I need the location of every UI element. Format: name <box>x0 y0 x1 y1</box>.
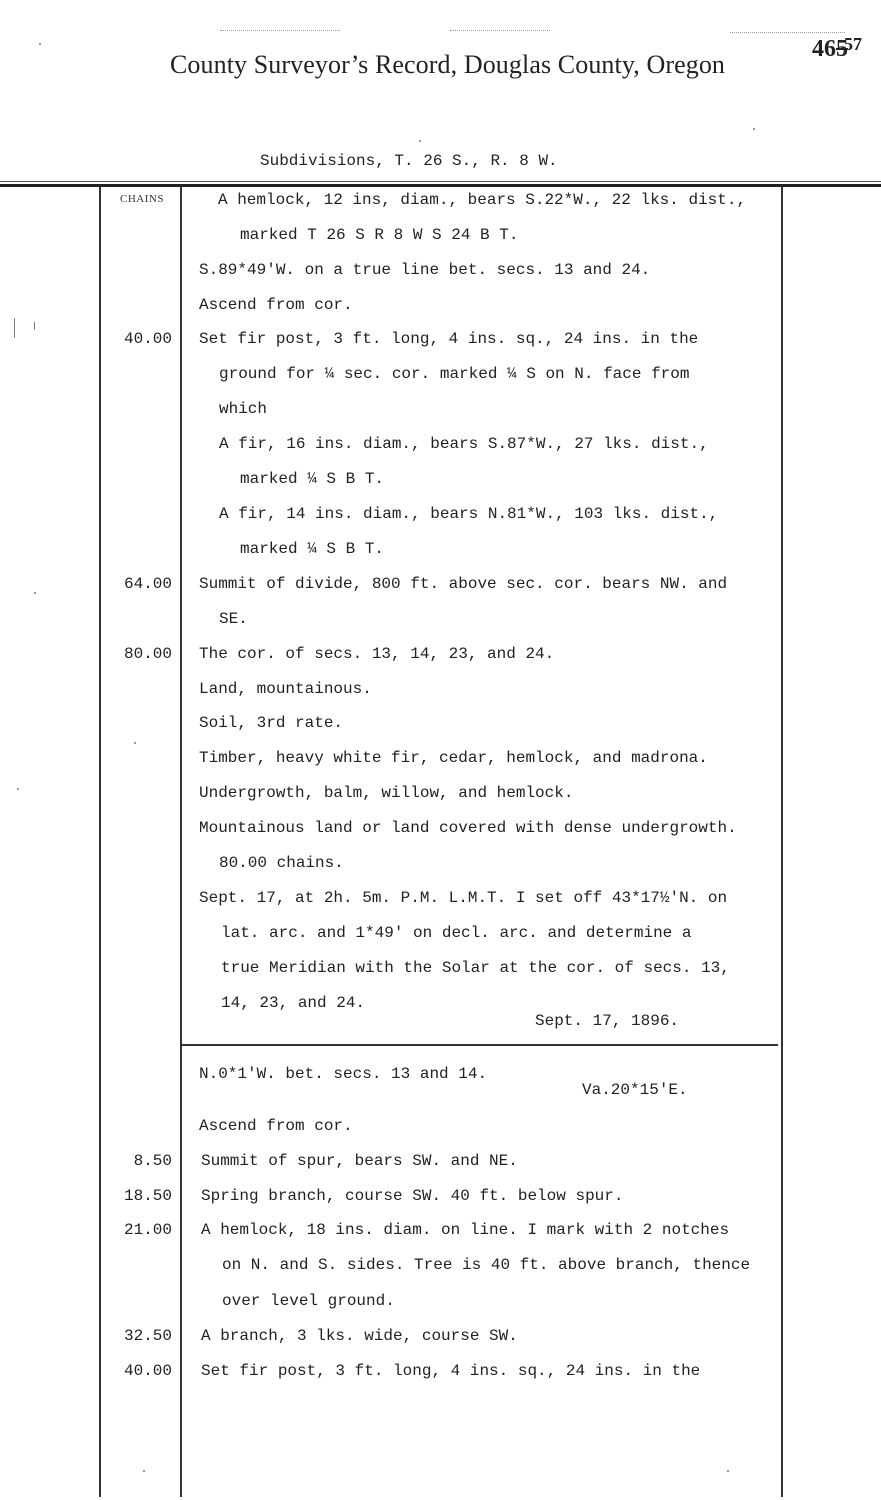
chains-column-header: CHAINS <box>120 193 164 205</box>
chain-value: 64.00 <box>123 575 172 593</box>
chain-value: 8.50 <box>133 1152 172 1170</box>
entry-line: Ascend from cor. <box>199 1117 353 1135</box>
entry-line: Ascend from cor. <box>199 296 353 314</box>
page-number-correction: 57 <box>844 34 862 54</box>
variation-note: Va.20*15'E. <box>582 1081 688 1099</box>
page-number-struck-digit: 5 <box>836 36 848 62</box>
header-rule-thick <box>0 184 881 187</box>
page-number-prefix: 46 <box>812 36 836 62</box>
chain-value: 40.00 <box>123 330 172 348</box>
entry-line: Undergrowth, balm, willow, and hemlock. <box>199 784 574 802</box>
scan-speck <box>34 322 35 330</box>
entry-line: Mountainous land or land covered with dense undergrowth. <box>199 819 737 837</box>
entry-line: true Meridian with the Solar at the cor. of secs. 13, <box>221 959 730 977</box>
entry-line: A branch, 3 lks. wide, course SW. <box>201 1327 518 1345</box>
entry-line: Timber, heavy white fir, cedar, hemlock, and madrona. <box>199 749 708 767</box>
top-faint-rule-mid <box>450 30 550 32</box>
page-title: County Surveyor’s Record, Douglas County, Oregon <box>169 50 726 79</box>
entry-line: A fir, 16 ins. diam., bears S.87*W., 27 lks. dist., <box>219 435 709 453</box>
entry-line: Soil, 3rd rate. <box>199 714 344 732</box>
entry-line: marked ¼ S B T. <box>240 540 385 558</box>
section-divider-line <box>180 1044 778 1046</box>
chain-value: 32.50 <box>123 1327 172 1345</box>
entry-line: The cor. of secs. 13, 14, 23, and 24. <box>199 645 555 663</box>
entry-date: Sept. 17, 1896. <box>535 1012 680 1030</box>
entry-line: Spring branch, course SW. 40 ft. below spur. <box>201 1187 624 1205</box>
chains-divider-line <box>180 187 182 1497</box>
entry-line: Set fir post, 3 ft. long, 4 ins. sq., 24 ins. in the <box>201 1362 701 1380</box>
scan-speck <box>134 742 136 744</box>
scan-speck <box>727 1470 729 1472</box>
header-rule-thin <box>0 181 881 182</box>
entry-line: N.0*1'W. bet. secs. 13 and 14. <box>199 1065 488 1083</box>
scan-speck <box>753 128 755 130</box>
entry-line: Land, mountainous. <box>199 680 372 698</box>
top-faint-rule-left <box>220 30 340 32</box>
entry-line: ground for ¼ sec. cor. marked ¼ S on N. face from <box>219 365 690 383</box>
chain-value: 18.50 <box>123 1187 172 1205</box>
scan-speck <box>39 43 41 45</box>
scan-speck <box>34 592 36 594</box>
entry-line: A hemlock, 18 ins. diam. on line. I mark with 2 notches <box>201 1221 730 1239</box>
top-faint-rule-right <box>730 32 845 34</box>
entry-line: A hemlock, 12 ins, diam., bears S.22*W., 22 lks. dist., <box>218 191 747 209</box>
chain-value: 80.00 <box>123 645 172 663</box>
scan-speck <box>419 140 421 142</box>
entry-line: A fir, 14 ins. diam., bears N.81*W., 103 lks. dist., <box>219 505 719 523</box>
chain-value: 40.00 <box>123 1362 172 1380</box>
entry-line: Summit of spur, bears SW. and NE. <box>201 1152 518 1170</box>
scan-speck <box>14 318 15 338</box>
entry-line: over level ground. <box>222 1292 395 1310</box>
section-subtitle: Subdivisions, T. 26 S., R. 8 W. <box>260 152 558 170</box>
chain-value: 21.00 <box>123 1221 172 1239</box>
entry-line: SE. <box>219 610 248 628</box>
entry-line: marked T 26 S R 8 W S 24 B T. <box>240 226 519 244</box>
entry-line: lat. arc. and 1*49' on decl. arc. and determine a <box>221 924 692 942</box>
entry-line: Set fir post, 3 ft. long, 4 ins. sq., 24 ins. in the <box>199 330 699 348</box>
right-margin-line <box>781 187 783 1497</box>
entry-line: S.89*49'W. on a true line bet. secs. 13 and 24. <box>199 261 651 279</box>
scan-speck <box>143 1470 145 1472</box>
entry-line: which <box>219 400 268 418</box>
entry-line: Sept. 17, at 2h. 5m. P.M. L.M.T. I set off 43*17½'N. on <box>199 889 728 907</box>
entry-line: Summit of divide, 800 ft. above sec. cor. bears NW. and <box>199 575 728 593</box>
page-number <box>812 36 866 63</box>
entry-line: 14, 23, and 24. <box>221 994 366 1012</box>
left-margin-line <box>99 187 101 1497</box>
entry-line: 80.00 chains. <box>219 854 344 872</box>
scan-speck <box>17 788 19 790</box>
entry-line: marked ¼ S B T. <box>240 470 385 488</box>
entry-line: on N. and S. sides. Tree is 40 ft. above branch, thence <box>222 1256 751 1274</box>
